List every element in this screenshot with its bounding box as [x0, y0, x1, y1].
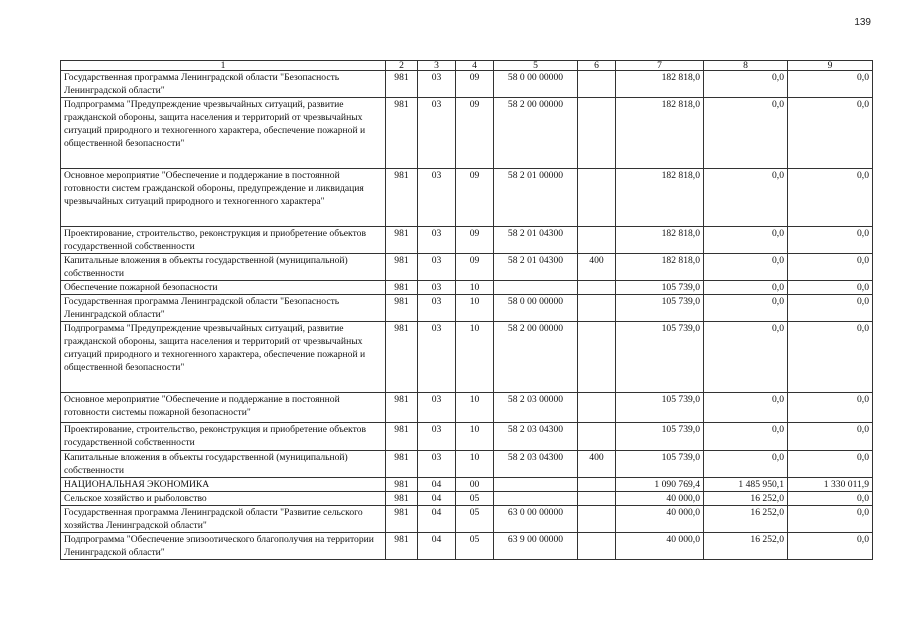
cell-amount-8: 0,0 [704, 281, 788, 295]
row-name: Подпрограмма "Предупреждение чрезвычайных ситуаций, развитие гражданской обороны, защита населения и территорий от чрезвычайных ситуаций природного и техногенного характера, обеспечение пожарной и общественной безопасности" [61, 322, 386, 393]
row-name: Проектирование, строительство, реконструкция и приобретение объектов государственной собственности [61, 227, 386, 254]
cell-amount-8: 0,0 [704, 322, 788, 393]
cell-expense-type [578, 506, 616, 533]
cell-amount-9: 0,0 [788, 423, 873, 451]
cell-amount-8: 0,0 [704, 295, 788, 322]
column-header: 7 [616, 61, 704, 71]
cell-expense-type [578, 295, 616, 322]
row-name: Обеспечение пожарной безопасности [61, 281, 386, 295]
cell-admin-code: 981 [386, 98, 418, 169]
cell-amount-9: 0,0 [788, 451, 873, 478]
column-header: 1 [61, 61, 386, 71]
cell-amount-8: 16 252,0 [704, 506, 788, 533]
cell-admin-code: 981 [386, 254, 418, 281]
cell-section: 04 [418, 533, 456, 560]
cell-amount-9: 0,0 [788, 254, 873, 281]
cell-admin-code: 981 [386, 71, 418, 98]
table-row [61, 478, 873, 492]
cell-subsection: 10 [456, 451, 494, 478]
cell-amount-9: 0,0 [788, 322, 873, 393]
cell-amount-8: 0,0 [704, 98, 788, 169]
cell-target-article: 63 9 00 00000 [494, 533, 578, 560]
cell-section: 03 [418, 423, 456, 451]
cell-amount-7: 40 000,0 [616, 533, 704, 560]
cell-section: 03 [418, 322, 456, 393]
table-row [61, 533, 873, 560]
cell-section: 03 [418, 295, 456, 322]
cell-subsection: 10 [456, 393, 494, 423]
cell-section: 03 [418, 451, 456, 478]
row-name: Сельское хозяйство и рыболовство [61, 492, 386, 506]
cell-target-article: 63 0 00 00000 [494, 506, 578, 533]
cell-amount-7: 105 739,0 [616, 423, 704, 451]
row-name: Основное мероприятие "Обеспечение и поддержание в постоянной готовности системы пожарной безопасности" [61, 393, 386, 423]
cell-expense-type: 400 [578, 254, 616, 281]
cell-amount-7: 1 090 769,4 [616, 478, 704, 492]
cell-amount-8: 16 252,0 [704, 492, 788, 506]
cell-amount-9: 0,0 [788, 506, 873, 533]
column-header: 9 [788, 61, 873, 71]
cell-admin-code: 981 [386, 506, 418, 533]
cell-target-article: 58 2 03 00000 [494, 393, 578, 423]
cell-expense-type [578, 423, 616, 451]
cell-section: 03 [418, 227, 456, 254]
column-header: 3 [418, 61, 456, 71]
table-row [61, 295, 873, 322]
cell-expense-type [578, 281, 616, 295]
cell-amount-9: 0,0 [788, 227, 873, 254]
cell-section: 03 [418, 281, 456, 295]
column-header: 5 [494, 61, 578, 71]
cell-subsection: 09 [456, 227, 494, 254]
column-header: 8 [704, 61, 788, 71]
cell-admin-code: 981 [386, 533, 418, 560]
cell-section: 03 [418, 98, 456, 169]
cell-expense-type [578, 533, 616, 560]
cell-section: 03 [418, 393, 456, 423]
cell-target-article: 58 2 00 00000 [494, 322, 578, 393]
cell-target-article [494, 492, 578, 506]
cell-expense-type [578, 227, 616, 254]
row-name: Государственная программа Ленинградской области "Безопасность Ленинградской области" [61, 71, 386, 98]
cell-expense-type [578, 169, 616, 227]
cell-section: 03 [418, 71, 456, 98]
cell-expense-type [578, 322, 616, 393]
cell-amount-8: 0,0 [704, 393, 788, 423]
cell-target-article: 58 0 00 00000 [494, 295, 578, 322]
cell-admin-code: 981 [386, 393, 418, 423]
cell-section: 04 [418, 478, 456, 492]
cell-target-article: 58 2 01 04300 [494, 254, 578, 281]
table-row [61, 393, 873, 423]
cell-subsection: 05 [456, 533, 494, 560]
cell-admin-code: 981 [386, 169, 418, 227]
cell-amount-7: 182 818,0 [616, 254, 704, 281]
cell-amount-7: 182 818,0 [616, 169, 704, 227]
cell-expense-type [578, 393, 616, 423]
cell-amount-7: 105 739,0 [616, 322, 704, 393]
cell-amount-9: 0,0 [788, 492, 873, 506]
cell-amount-7: 105 739,0 [616, 393, 704, 423]
cell-admin-code: 981 [386, 295, 418, 322]
cell-amount-8: 0,0 [704, 71, 788, 98]
cell-amount-8: 0,0 [704, 423, 788, 451]
cell-amount-7: 182 818,0 [616, 227, 704, 254]
cell-admin-code: 981 [386, 451, 418, 478]
budget-table [60, 60, 873, 560]
cell-amount-7: 40 000,0 [616, 492, 704, 506]
cell-admin-code: 981 [386, 492, 418, 506]
row-name: Капитальные вложения в объекты государственной (муниципальной) собственности [61, 254, 386, 281]
cell-amount-7: 40 000,0 [616, 506, 704, 533]
cell-subsection: 05 [456, 492, 494, 506]
cell-target-article: 58 0 00 00000 [494, 71, 578, 98]
cell-amount-9: 1 330 011,9 [788, 478, 873, 492]
cell-target-article [494, 478, 578, 492]
cell-admin-code: 981 [386, 227, 418, 254]
cell-target-article: 58 2 03 04300 [494, 451, 578, 478]
row-name: Капитальные вложения в объекты государственной (муниципальной) собственности [61, 451, 386, 478]
cell-section: 04 [418, 506, 456, 533]
cell-subsection: 10 [456, 295, 494, 322]
cell-amount-8: 0,0 [704, 227, 788, 254]
cell-amount-8: 0,0 [704, 451, 788, 478]
cell-amount-8: 1 485 950,1 [704, 478, 788, 492]
cell-expense-type: 400 [578, 451, 616, 478]
table-row [61, 227, 873, 254]
cell-admin-code: 981 [386, 478, 418, 492]
cell-target-article [494, 281, 578, 295]
cell-subsection: 09 [456, 169, 494, 227]
row-name: НАЦИОНАЛЬНАЯ ЭКОНОМИКА [61, 478, 386, 492]
cell-subsection: 10 [456, 423, 494, 451]
cell-target-article: 58 2 00 00000 [494, 98, 578, 169]
cell-expense-type [578, 98, 616, 169]
table-row [61, 492, 873, 506]
cell-amount-9: 0,0 [788, 169, 873, 227]
table-row [61, 322, 873, 393]
cell-admin-code: 981 [386, 423, 418, 451]
column-header: 4 [456, 61, 494, 71]
cell-section: 03 [418, 169, 456, 227]
cell-amount-8: 0,0 [704, 169, 788, 227]
cell-target-article: 58 2 01 00000 [494, 169, 578, 227]
table-row [61, 169, 873, 227]
row-name: Основное мероприятие "Обеспечение и поддержание в постоянной готовности систем гражданской обороны, предупреждение и ликвидация чрезвычайных ситуаций природного и техногенного характера" [61, 169, 386, 227]
cell-amount-9: 0,0 [788, 533, 873, 560]
cell-subsection: 05 [456, 506, 494, 533]
cell-amount-9: 0,0 [788, 98, 873, 169]
table-row [61, 71, 873, 98]
cell-subsection: 10 [456, 322, 494, 393]
cell-admin-code: 981 [386, 322, 418, 393]
cell-subsection: 10 [456, 281, 494, 295]
cell-amount-9: 0,0 [788, 393, 873, 423]
cell-amount-8: 0,0 [704, 254, 788, 281]
cell-subsection: 09 [456, 254, 494, 281]
table-row [61, 281, 873, 295]
cell-amount-7: 182 818,0 [616, 71, 704, 98]
cell-amount-9: 0,0 [788, 281, 873, 295]
cell-target-article: 58 2 01 04300 [494, 227, 578, 254]
cell-amount-9: 0,0 [788, 71, 873, 98]
row-name: Подпрограмма "Предупреждение чрезвычайных ситуаций, развитие гражданской обороны, защита населения и территорий от чрезвычайных ситуаций природного и техногенного характера, обеспечение пожарной и общественной безопасности" [61, 98, 386, 169]
cell-amount-7: 105 739,0 [616, 281, 704, 295]
cell-expense-type [578, 71, 616, 98]
table-row [61, 254, 873, 281]
cell-expense-type [578, 492, 616, 506]
table-row [61, 451, 873, 478]
row-name: Государственная программа Ленинградской области "Безопасность Ленинградской области" [61, 295, 386, 322]
column-header: 2 [386, 61, 418, 71]
cell-subsection: 09 [456, 98, 494, 169]
table-row [61, 423, 873, 451]
row-name: Проектирование, строительство, реконструкция и приобретение объектов государственной собственности [61, 423, 386, 451]
table-row [61, 98, 873, 169]
cell-target-article: 58 2 03 04300 [494, 423, 578, 451]
cell-amount-8: 16 252,0 [704, 533, 788, 560]
cell-amount-9: 0,0 [788, 295, 873, 322]
row-name: Государственная программа Ленинградской области "Развитие сельского хозяйства Ленинградской области" [61, 506, 386, 533]
cell-admin-code: 981 [386, 281, 418, 295]
column-header: 6 [578, 61, 616, 71]
cell-subsection: 00 [456, 478, 494, 492]
cell-section: 04 [418, 492, 456, 506]
page-number: 139 [854, 17, 871, 28]
cell-amount-7: 105 739,0 [616, 295, 704, 322]
cell-amount-7: 105 739,0 [616, 451, 704, 478]
cell-section: 03 [418, 254, 456, 281]
cell-expense-type [578, 478, 616, 492]
row-name: Подпрограмма "Обеспечение эпизоотического благополучия на территории Ленинградской области" [61, 533, 386, 560]
cell-amount-7: 182 818,0 [616, 98, 704, 169]
cell-subsection: 09 [456, 71, 494, 98]
table-row [61, 506, 873, 533]
header-row [61, 61, 873, 71]
